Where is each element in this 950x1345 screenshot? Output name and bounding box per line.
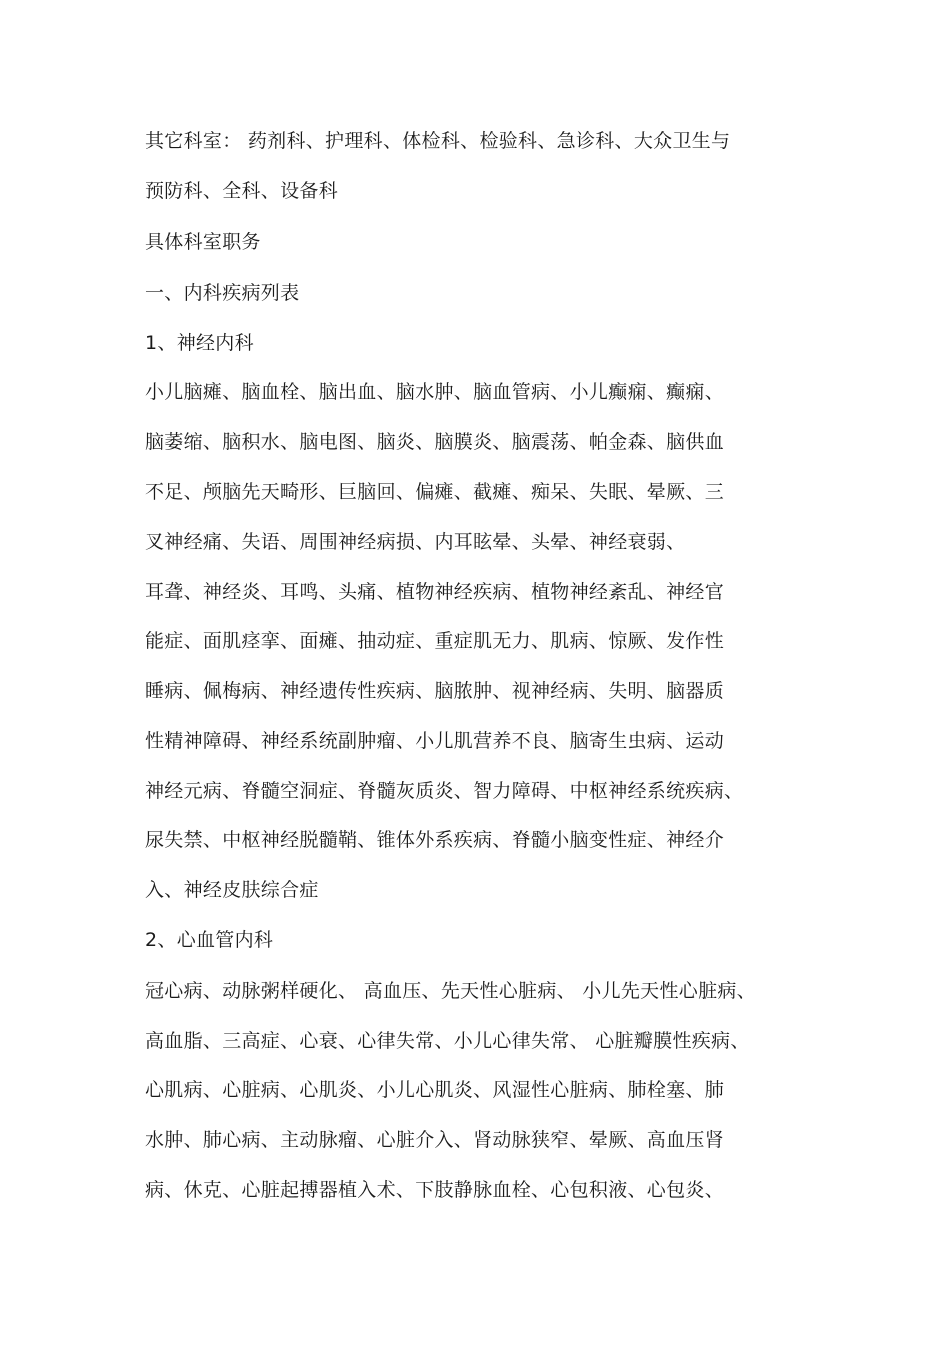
text-line: 不足、颅脑先天畸形、巨脑回、偏瘫、截瘫、痴呆、失眠、晕厥、三 [145,481,725,503]
subsection-heading: 1、神经内科 [145,332,254,354]
text-line: 能症、面肌痉挛、面瘫、抽动症、重症肌无力、肌病、惊厥、发作性 [145,630,725,652]
text-line: 叉神经痛、失语、周围神经病损、内耳眩晕、头晕、神经衰弱、 [145,531,686,553]
text-line: 性精神障碍、神经系统副肿瘤、小儿肌营养不良、脑寄生虫病、运动 [145,730,725,752]
text-line: 预防科、全科、设备科 [145,180,339,202]
text-line: 入、神经皮肤综合症 [145,879,319,901]
text-line: 高血脂、三高症、心衰、心律失常、小儿心律失常、 心脏瓣膜性疾病、 [145,1030,750,1052]
text-line: 水肿、肺心病、主动脉瘤、心脏介入、肾动脉狭窄、晕厥、高血压肾 [145,1129,725,1151]
text-line: 神经元病、脊髓空洞症、脊髓灰质炎、智力障碍、中枢神经系统疾病、 [145,780,744,802]
text-line: 其它科室： 药剂科、护理科、体检科、检验科、急诊科、大众卫生与 [145,130,731,152]
text-line: 冠心病、动脉粥样硬化、 高血压、先天性心脏病、 小儿先天性心脏病、 [145,980,756,1002]
text-line: 病、休克、心脏起搏器植入术、下肢静脉血栓、心包积液、心包炎、 [145,1179,725,1201]
text-line: 小儿脑瘫、脑血栓、脑出血、脑水肿、脑血管病、小儿癫痫、癫痫、 [145,381,725,403]
text-line: 睡病、佩梅病、神经遗传性疾病、脑脓肿、视神经病、失明、脑器质 [145,680,725,702]
section-heading: 具体科室职务 [145,231,261,253]
section-heading: 一、内科疾病列表 [145,282,300,304]
text-line: 耳聋、神经炎、耳鸣、头痛、植物神经疾病、植物神经紊乱、神经官 [145,581,725,603]
text-line: 脑萎缩、脑积水、脑电图、脑炎、脑膜炎、脑震荡、帕金森、脑供血 [145,431,725,453]
subsection-heading: 2、心血管内科 [145,929,274,951]
text-line: 尿失禁、中枢神经脱髓鞘、锥体外系疾病、脊髓小脑变性症、神经介 [145,829,725,851]
text-line: 心肌病、心脏病、心肌炎、小儿心肌炎、风湿性心脏病、肺栓塞、肺 [145,1079,725,1101]
